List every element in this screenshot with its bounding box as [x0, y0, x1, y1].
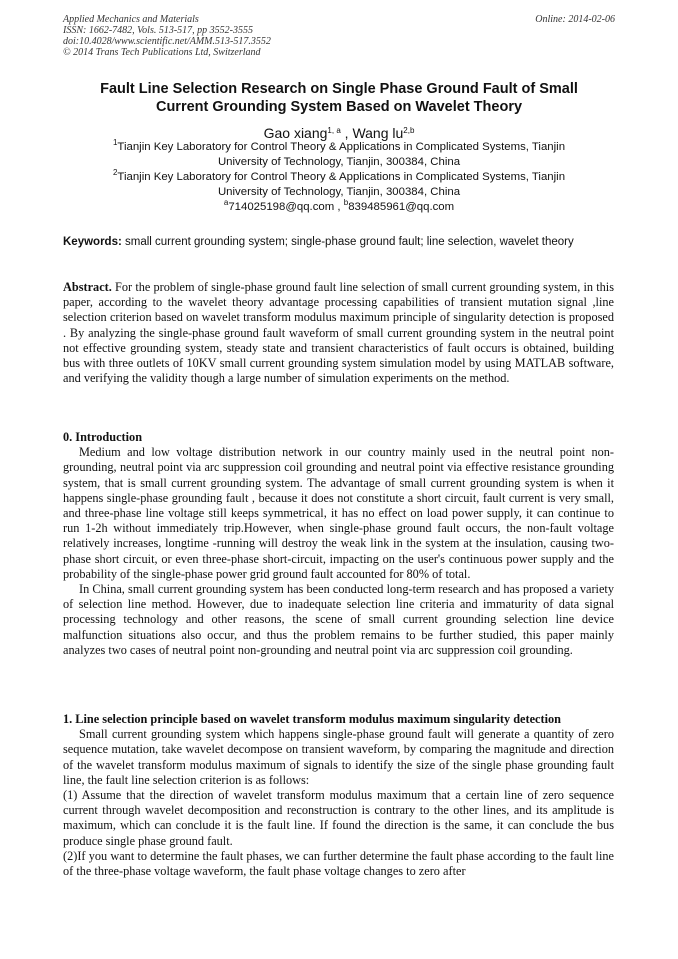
section-1-paragraph-3: (2)If you want to determine the fault phases, we can further determine the fault phase according to the fault line of the three-phase voltage waveform, the fault phase voltage changes to zero after [63, 848, 614, 879]
section-0-heading: 0. Introduction [63, 430, 143, 444]
email-a[interactable]: 714025198@qq.com [228, 201, 335, 213]
affiliation-1-sup: 1 [112, 138, 118, 147]
title-line-1: Fault Line Selection Research on Single Phase Ground Fault of Small [100, 81, 578, 97]
email-separator: , [334, 201, 344, 213]
author-1-affil: 1, a [327, 126, 341, 135]
affiliation-1 [85, 140, 593, 170]
affiliation-2-line-1: Tianjin Key Laboratory for Control Theory & Applications in Complicated Systems, Tianjin [117, 171, 566, 183]
affiliation-2-line-2: University of Technology, Tianjin, 300384, China [217, 186, 461, 198]
journal-header [63, 14, 615, 58]
affiliation-1-line-1: Tianjin Key Laboratory for Control Theory & Applications in Complicated Systems, Tianjin [117, 141, 566, 153]
email-b-sup: b [343, 198, 349, 207]
abstract [63, 280, 614, 386]
affiliation-1-line-2: University of Technology, Tianjin, 300384, China [217, 156, 461, 168]
section-line-selection-principle [63, 712, 614, 879]
author-1: Gao xiang [263, 125, 328, 141]
online-date: Online: 2014-02-06 [535, 14, 615, 25]
section-0-paragraph-2: In China, small current grounding system has been conducted long-term research and has proposed a variety of selection line method. However, due to inadequate selection line criteria and immaturity of data signal processing technology and other reasons, the scene of small current grounding selection line device malfunction situations also occur, and thus the problem remains to be further studied, this paper mainly analyzes two cases of neutral point non-grounding and neutral point via arc suppression coil grounding. [63, 582, 614, 657]
section-0-paragraph-1: Medium and low voltage distribution network in our country mainly used in the neutral point non-grounding, neutral point via arc suppression coil grounding and neutral point via effective resistance grounding system, that is small current grounding system. The advantage of small current grounding system is when it happens single-phase grounding fault , because it does not constitute a short circuit, fault current is very small, and three-phase line voltage still keeps symmetrical, it has no effect on load power supply, it can continue to run 1-2h without immediately trip.However, when single-phase ground fault occurs, the non-fault voltage relatively increases, longtime -running will destroy the weak link in the system at the insulation, causing two-phase short circuit, or even three-phase short-circuit, impacting on the user's continuous power supply and the probability of the single-phase power grid ground fault accounted for 80% of total. [63, 445, 614, 581]
keywords-text: small current grounding system; single-phase ground fault; line selection, wavelet theory [125, 236, 574, 248]
author-2-affil: 2,b [403, 126, 415, 135]
journal-name: Applied Mechanics and Materials [63, 14, 199, 25]
section-1-heading: 1. Line selection principle based on wavelet transform modulus maximum singularity detection [63, 712, 562, 726]
author-2: Wang lu [352, 125, 404, 141]
email-a-sup: a [223, 198, 229, 207]
keywords-label: Keywords: [63, 236, 122, 248]
doi-line[interactable]: doi:10.4028/www.scientific.net/AMM.513-517.3552 [63, 36, 271, 47]
keywords [63, 235, 614, 250]
copyright-line: © 2014 Trans Tech Publications Ltd, Switzerland [63, 47, 261, 58]
email-b[interactable]: 839485961@qq.com [348, 201, 455, 213]
abstract-label: Abstract. [63, 280, 112, 294]
affiliation-2 [85, 170, 593, 200]
paper-title [60, 80, 618, 116]
issn-line: ISSN: 1662-7482, Vols. 513-517, pp 3552-3555 [63, 25, 253, 36]
section-1-paragraph-2: (1) Assume that the direction of wavelet transform modulus maximum that a certain line of zero sequence current through wavelet decomposition and reconstruction is contrary to the other lines, and its amplitude is maximum, which can conclude it is the fault line. If found the direction is the same, it can conclude the bus produce single phase ground fault. [63, 788, 614, 848]
section-introduction [63, 430, 614, 658]
author-emails [60, 200, 618, 215]
author-list [60, 125, 618, 141]
author-separator: , [340, 125, 353, 141]
abstract-text: For the problem of single-phase ground fault line selection of small current grounding system, in this paper, according to the wavelet theory advantage processing capabilities of transient mutation signal ,line selection criterion based on wavelet transform modulus maximum principle of singularity detection is proposed . By analyzing the single-phase ground fault waveform of small current grounding system in the neutral point not effective grounding system, steady state and transient characteristics of fault occurs is obtained, building bus with three outlets of 10KV small current grounding system simulation model by using MATLAB software, and verifying the validity though a large number of simulation experiments on the method. [63, 280, 615, 386]
affiliation-2-sup: 2 [112, 168, 118, 177]
title-line-2: Current Grounding System Based on Wavelet Theory [155, 99, 523, 115]
section-1-paragraph-1: Small current grounding system which happens single-phase ground fault will generate a quantity of zero sequence mutation, take wavelet decompose on transient waveform, by comparing the magnitude and direction of the wavelet transform modulus maximum of signals to identify the size of the single phase grounding fault line, the fault line selection criterion is as follows: [63, 727, 614, 787]
